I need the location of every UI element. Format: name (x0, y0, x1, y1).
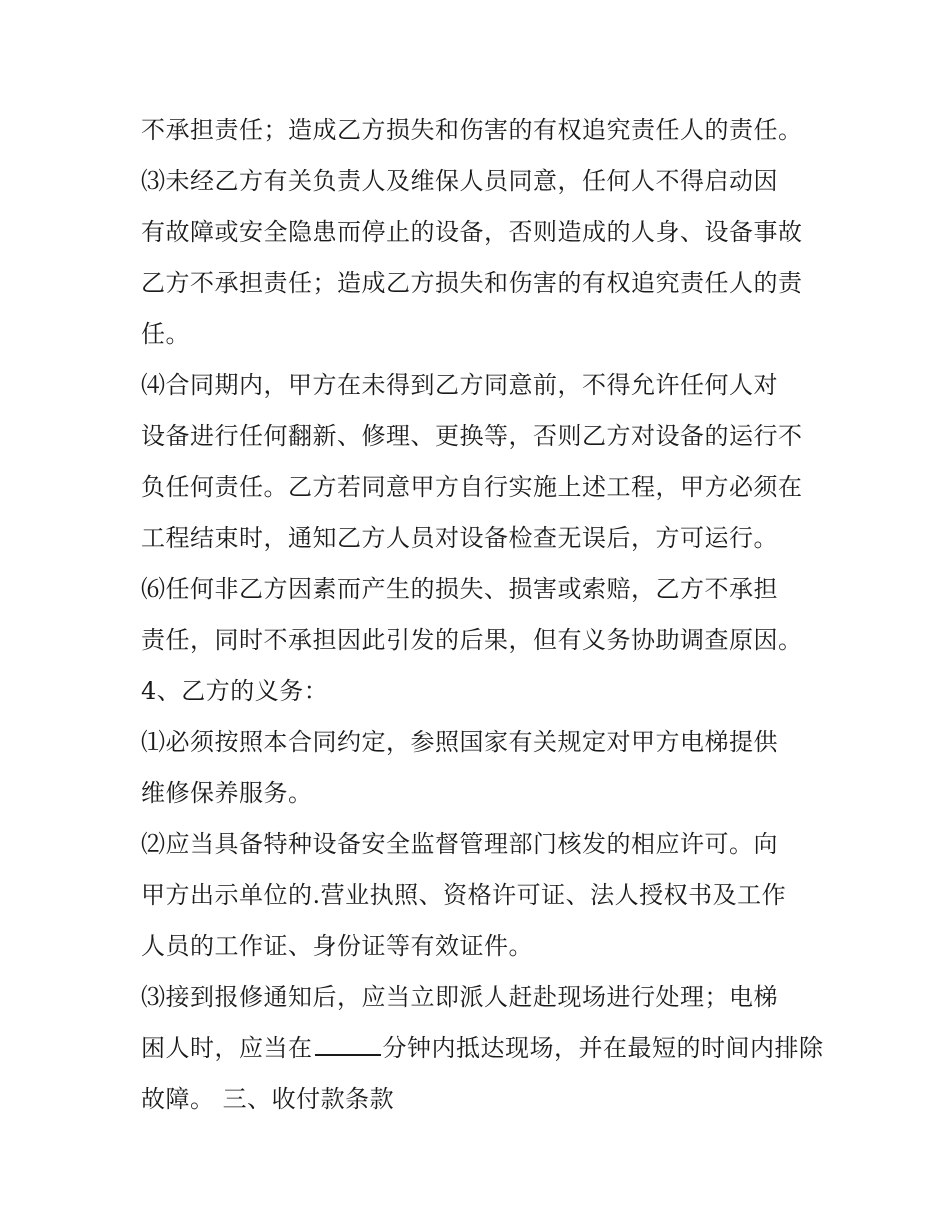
text-line: ⑶接到报修通知后，应当立即派人赶赴现场进行处理；电梯 (141, 983, 778, 1011)
fill-in-blank (315, 1034, 381, 1056)
text-line: 不承担责任；造成乙方损失和伤害的有权追究责任人的责任。 (141, 116, 803, 144)
text-line: 设备进行任何翻新、修理、更换等，否则乙方对设备的运行不 (141, 422, 803, 450)
text-line-with-blank (141, 1023, 824, 1074)
text-line: 人员的工作证、身份证等有效证件。 (141, 932, 533, 960)
document-body (141, 105, 824, 1125)
text-line: 乙方不承担责任；造成乙方损失和伤害的有权追究责任人的责 (141, 269, 803, 297)
text-line: ⑹任何非乙方因素而产生的损失、损害或索赔，乙方不承担 (141, 575, 778, 603)
section-heading: 4、乙方的义务： (141, 677, 329, 705)
text-line: 工程结束时，通知乙方人员对设备检查无误后，方可运行。 (141, 524, 778, 552)
text-line: 任。 (141, 320, 190, 348)
text-line: ⑵应当具备特种设备安全监督管理部门核发的相应许可。向 (141, 830, 778, 858)
text-line: ⑴必须按照本合同约定，参照国家有关规定对甲方电梯提供 (141, 728, 778, 756)
text-line: 有故障或安全隐患而停止的设备，否则造成的人身、设备事故 (141, 218, 803, 246)
text-line: 甲方出示单位的.营业执照、资格许可证、法人授权书及工作 (141, 881, 787, 909)
text-after-blank: 分钟内抵达现场，并在最短的时间内排除 (382, 1034, 824, 1062)
text-line: 维修保养服务。 (141, 779, 313, 807)
text-line: ⑶未经乙方有关负责人及维保人员同意，任何人不得启动因 (141, 167, 778, 195)
text-line: 责任，同时不承担因此引发的后果，但有义务协助调查原因。 (141, 626, 803, 654)
text-before-blank: 困人时，应当在 (141, 1034, 313, 1062)
text-line: 故障。 三、收付款条款 (141, 1085, 395, 1113)
text-line: 负任何责任。乙方若同意甲方自行实施上述工程，甲方必须在 (141, 473, 803, 501)
text-line: ⑷合同期内，甲方在未得到乙方同意前，不得允许任何人对 (141, 371, 778, 399)
